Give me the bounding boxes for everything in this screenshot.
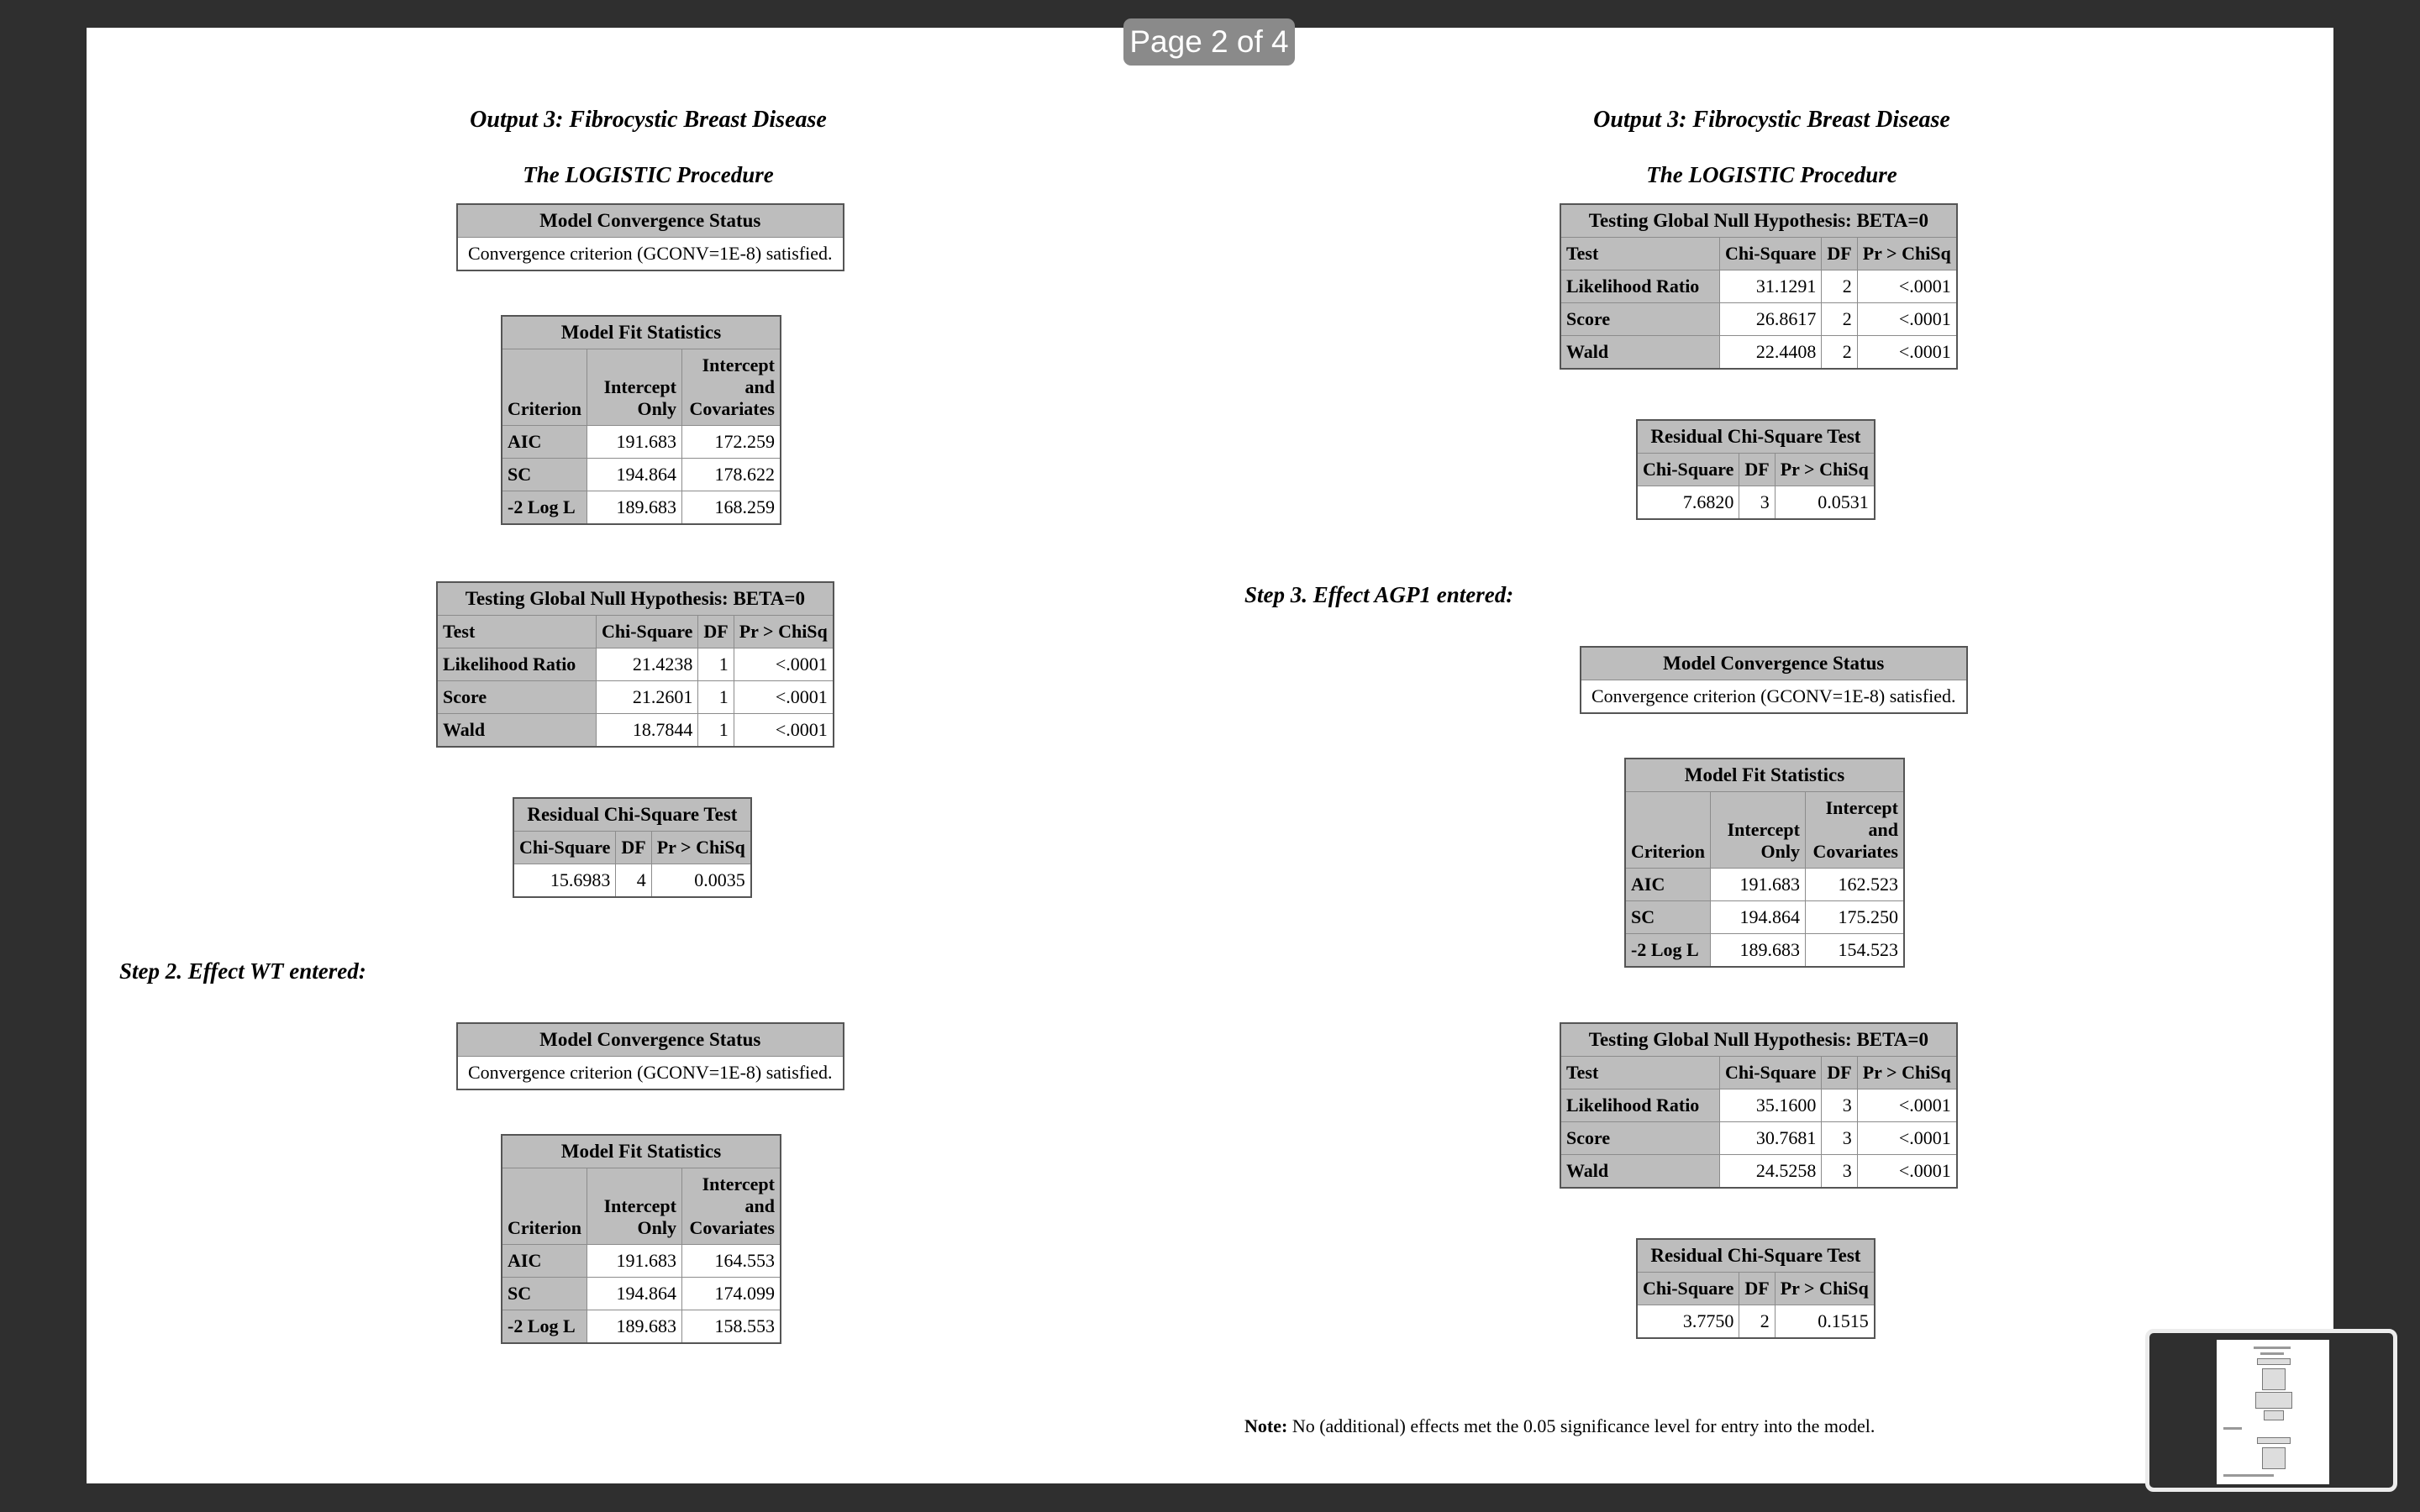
note xyxy=(1244,1415,1875,1437)
table-title: Model Convergence Status xyxy=(1581,647,1967,680)
residual-chi-square-table: Residual Chi-Square Test Chi-Square DF Pr > ChiSq 3.7750 2 0.1515 xyxy=(1636,1238,1876,1339)
global-null-hypothesis-table: Testing Global Null Hypothesis: BETA=0 Test Chi-Square DF Pr > ChiSq Likelihood Ratio 35.1600 3 <.0001 Score 30.7681 3 <.0001 Wald 24.5258 3 <.0001 xyxy=(1560,1022,1958,1189)
table-row: 7.6820 3 0.0531 xyxy=(1637,486,1875,520)
note-label: Note: xyxy=(1244,1415,1288,1436)
col-intercept-only: Intercept Only xyxy=(587,1168,681,1245)
table-row: -2 Log L 189.683 158.553 xyxy=(502,1310,781,1344)
table-title: Residual Chi-Square Test xyxy=(513,798,751,832)
page-indicator: Page 2 of 4 xyxy=(1123,18,1295,66)
left-column xyxy=(87,28,1210,1483)
table-title: Model Fit Statistics xyxy=(1625,759,1904,792)
output-title: Output 3: Fibrocystic Breast Disease xyxy=(1593,107,1950,133)
col-criterion: Criterion xyxy=(502,349,587,426)
convergence-text: Convergence criterion (GCONV=1E-8) satisfied. xyxy=(457,238,844,271)
table-row: 15.6983 4 0.0035 xyxy=(513,864,751,898)
table-title: Residual Chi-Square Test xyxy=(1637,1239,1875,1273)
table-row: SC 194.864 178.622 xyxy=(502,459,781,491)
note-text: No (additional) effects met the 0.05 significance level for entry into the model. xyxy=(1292,1415,1876,1436)
model-fit-table xyxy=(501,1134,781,1344)
table-row: Wald 22.4408 2 <.0001 xyxy=(1560,336,1957,370)
model-convergence-table xyxy=(456,203,844,271)
table-row: -2 Log L 189.683 168.259 xyxy=(502,491,781,525)
table-title: Residual Chi-Square Test xyxy=(1637,420,1875,454)
model-fit-table xyxy=(501,315,781,525)
table-title: Model Fit Statistics xyxy=(502,1135,781,1168)
model-fit-table xyxy=(1624,758,1905,968)
table-title: Model Convergence Status xyxy=(457,1023,844,1057)
table-row: SC 194.864 174.099 xyxy=(502,1278,781,1310)
global-null-hypothesis-table: Testing Global Null Hypothesis: BETA=0 Test Chi-Square DF Pr > ChiSq Likelihood Ratio 31.1291 2 <.0001 Score 26.8617 2 <.0001 Wald 22.4408 2 <.0001 xyxy=(1560,203,1958,370)
table-row: Score 26.8617 2 <.0001 xyxy=(1560,303,1957,336)
step-label: Step 2. Effect WT entered: xyxy=(119,958,366,984)
convergence-text: Convergence criterion (GCONV=1E-8) satisfied. xyxy=(1581,680,1967,714)
table-title: Testing Global Null Hypothesis: BETA=0 xyxy=(437,582,834,616)
table-row: Likelihood Ratio 35.1600 3 <.0001 xyxy=(1560,1089,1957,1122)
table-row: AIC 191.683 172.259 xyxy=(502,426,781,459)
model-convergence-table xyxy=(1580,646,1968,714)
convergence-text: Convergence criterion (GCONV=1E-8) satisfied. xyxy=(457,1057,844,1090)
table-row: Score 30.7681 3 <.0001 xyxy=(1560,1122,1957,1155)
col-intercept-covariates: Intercept and Covariates xyxy=(681,1168,781,1245)
step-label: Step 3. Effect AGP1 entered: xyxy=(1244,582,1514,607)
global-null-hypothesis-table: Testing Global Null Hypothesis: BETA=0 Test Chi-Square DF Pr > ChiSq Likelihood Ratio 21.4238 1 <.0001 Score 21.2601 1 <.0001 Wald 18.7844 1 <.0001 xyxy=(436,581,834,748)
table-row: Wald 24.5258 3 <.0001 xyxy=(1560,1155,1957,1189)
table-row: AIC 191.683 164.553 xyxy=(502,1245,781,1278)
table-title: Testing Global Null Hypothesis: BETA=0 xyxy=(1560,1023,1957,1057)
procedure-title: The LOGISTIC Procedure xyxy=(1646,162,1897,187)
model-convergence-table xyxy=(456,1022,844,1090)
table-row: Likelihood Ratio 31.1291 2 <.0001 xyxy=(1560,270,1957,303)
table-title: Model Convergence Status xyxy=(457,204,844,238)
col-intercept-covariates: Intercept and Covariates xyxy=(1805,792,1904,869)
table-title: Testing Global Null Hypothesis: BETA=0 xyxy=(1560,204,1957,238)
col-intercept-only: Intercept Only xyxy=(1710,792,1805,869)
procedure-title: The LOGISTIC Procedure xyxy=(523,162,774,187)
table-row: AIC 191.683 162.523 xyxy=(1625,869,1904,901)
col-criterion: Criterion xyxy=(1625,792,1710,869)
table-row: 3.7750 2 0.1515 xyxy=(1637,1305,1875,1339)
table-row: -2 Log L 189.683 154.523 xyxy=(1625,934,1904,968)
residual-chi-square-table: Residual Chi-Square Test Chi-Square DF Pr > ChiSq 15.6983 4 0.0035 xyxy=(513,797,752,898)
col-criterion: Criterion xyxy=(502,1168,587,1245)
table-row: Likelihood Ratio 21.4238 1 <.0001 xyxy=(437,648,834,681)
col-intercept-covariates: Intercept and Covariates xyxy=(681,349,781,426)
page-thumbnail[interactable] xyxy=(2145,1329,2397,1492)
right-column xyxy=(1210,28,2333,1483)
table-row: Wald 18.7844 1 <.0001 xyxy=(437,714,834,748)
table-row: SC 194.864 175.250 xyxy=(1625,901,1904,934)
table-title: Model Fit Statistics xyxy=(502,316,781,349)
document-page xyxy=(87,28,2333,1483)
table-row: Score 21.2601 1 <.0001 xyxy=(437,681,834,714)
output-title: Output 3: Fibrocystic Breast Disease xyxy=(470,107,827,133)
residual-chi-square-table: Residual Chi-Square Test Chi-Square DF Pr > ChiSq 7.6820 3 0.0531 xyxy=(1636,419,1876,520)
thumbnail-page-preview xyxy=(2217,1340,2329,1484)
col-intercept-only: Intercept Only xyxy=(587,349,681,426)
